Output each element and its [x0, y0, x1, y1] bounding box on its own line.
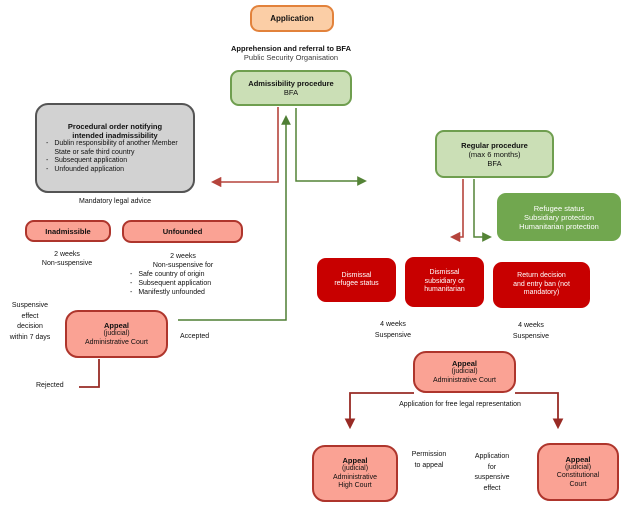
unfounded-note-line1: 2 weeks	[170, 253, 196, 260]
appeal-const-title: Appeal	[565, 454, 591, 464]
arrow-admissibility-to-procedural-order	[213, 107, 278, 182]
four-weeks-right-line1: 4 weeks	[518, 322, 544, 329]
procedural-order-title2: intended inadmissibility	[72, 131, 158, 140]
inadmissible-note-line1: 2 weeks	[54, 251, 80, 258]
inadmissible-note	[12, 250, 122, 268]
protection-line2: Subsidiary protection	[523, 212, 595, 222]
appeal-const-sub1: (judicial)	[564, 463, 592, 471]
return-decision-line3: mandatory)	[523, 289, 560, 297]
appeal-high-title: Appeal	[342, 456, 368, 466]
dismissal-subsidiary-line2: subsidiary or	[424, 277, 465, 285]
four-weeks-right-note	[498, 321, 564, 342]
dismissal-refugee-line2: refugee status	[334, 280, 379, 287]
return-decision-node	[493, 262, 590, 308]
procedural-order-bullet	[46, 166, 186, 175]
suspensive-line4: within 7 days	[9, 333, 51, 341]
inadmissible-note-line2: Non-suspensive	[41, 260, 93, 267]
return-decision-line2: and entry ban (not	[513, 280, 570, 288]
permission-to-appeal-note	[400, 450, 458, 471]
referral-line1: Apprehension and referral to BFA	[230, 44, 352, 53]
unfounded-bullet	[130, 288, 242, 297]
application-node	[250, 5, 334, 32]
accepted-label: Accepted	[180, 333, 210, 340]
suspensive-line1: Suspensive	[11, 302, 49, 309]
appeal-administrative-court-node	[65, 310, 168, 358]
permission-line1: Permission	[411, 451, 447, 458]
appeal-constitutional-court-node	[537, 443, 619, 501]
admissibility-subtitle: BFA	[283, 88, 299, 97]
bullet-text: - Manifestly unfounded	[138, 289, 205, 296]
arrow-appeal-to-high-court	[350, 393, 414, 427]
protection-line3: Humanitarian protection	[519, 221, 599, 231]
unfounded-node	[122, 220, 243, 243]
protection-status-node	[497, 193, 621, 241]
four-weeks-left-note	[357, 320, 429, 341]
unfounded-note	[120, 252, 246, 297]
dismissal-refugee-node	[317, 258, 396, 302]
unfounded-label: Unfounded	[162, 227, 203, 236]
rejected-label: Rejected	[36, 382, 64, 389]
arrow-regular-to-dismissal	[452, 179, 463, 237]
referral-text	[191, 44, 391, 62]
dismissal-refugee-line1: Dismissal	[341, 271, 372, 279]
four-weeks-left-line1: 4 weeks	[380, 321, 406, 328]
appeal2-sub2: Administrative Court	[432, 376, 497, 384]
appeal-title: Appeal	[103, 321, 129, 330]
susp-effect-line4: effect	[483, 484, 501, 492]
suspensive-line3: decision	[17, 323, 43, 330]
bullet-text: - Subsequent application	[138, 280, 212, 287]
bullet-text: - Subsequent application	[54, 157, 128, 164]
permission-line2: to appeal	[414, 461, 444, 469]
unfounded-note-bullets	[120, 270, 246, 297]
regular-sub1: (max 6 months)	[468, 149, 521, 159]
referral-line2: Public Security Organisation	[243, 53, 339, 62]
arrow-appeal-to-constitutional-court	[515, 393, 558, 427]
admissibility-procedure-node	[230, 70, 352, 106]
application-label: Application	[270, 13, 314, 23]
procedural-order-bullet	[46, 157, 186, 166]
appeal-high-sub1: (judicial)	[341, 465, 369, 473]
procedural-order-bullets	[40, 140, 190, 174]
suspensive-line2: effect	[21, 312, 39, 320]
susp-effect-line1: Application	[474, 453, 510, 460]
appeal-high-sub2: Administrative	[333, 473, 377, 481]
mandatory-legal-advice-label: Mandatory legal advice	[79, 198, 151, 205]
appeal2-title: Appeal	[451, 359, 477, 368]
appeal-high-sub3: High Court	[338, 482, 372, 490]
appeal2-sub1: (judicial)	[451, 368, 478, 375]
procedural-order-bullet	[46, 140, 186, 157]
appeal-sub1: (judicial)	[103, 330, 130, 337]
four-weeks-left-line2: Suspensive	[374, 331, 412, 339]
protection-line1: Refugee status	[533, 203, 585, 213]
bullet-text: - Dublin responsibility of another Member State or safe third country	[54, 140, 178, 156]
line-appeal-rejected	[79, 359, 99, 387]
admissibility-title: Admissibility procedure	[248, 79, 334, 88]
appeal-const-sub2: Constitutional	[556, 472, 600, 480]
suspensive-effect-note	[0, 301, 60, 343]
appeal-const-sub3: Court	[569, 480, 587, 488]
inadmissible-label: Inadmissible	[45, 226, 91, 236]
procedural-order-title1: Procedural order notifying	[67, 122, 163, 131]
dismissal-subsidiary-node	[405, 257, 484, 307]
appeal-administrative-court-2-node	[413, 351, 516, 393]
bullet-text: - Unfounded application	[54, 165, 125, 173]
arrow-admissibility-to-regular-procedure	[296, 108, 365, 181]
unfounded-note-line2: Non-suspensive for	[152, 262, 214, 269]
procedural-order-node	[35, 103, 195, 193]
unfounded-bullet	[130, 270, 242, 279]
dismissal-subsidiary-line3: humanitarian	[424, 286, 465, 294]
susp-effect-line3: suspensive	[474, 474, 510, 481]
appeal-administrative-high-court-node	[312, 445, 398, 502]
regular-procedure-node	[435, 130, 554, 178]
four-weeks-right-line2: Suspensive	[512, 332, 550, 340]
appeal-sub2: Administrative Court	[84, 338, 149, 346]
arrow-regular-to-protection	[474, 179, 490, 237]
dismissal-subsidiary-line1: Dismissal	[429, 269, 460, 277]
application-suspensive-effect-note	[463, 452, 521, 494]
inadmissible-node	[25, 220, 111, 242]
unfounded-bullet	[130, 279, 242, 288]
regular-title: Regular procedure	[461, 140, 528, 150]
susp-effect-line2: for	[487, 463, 497, 471]
free-legal-representation-label: Application for free legal representation	[399, 401, 521, 408]
regular-sub2: BFA	[487, 158, 502, 168]
return-decision-line1: Return decision	[517, 272, 566, 280]
bullet-text: - Safe country of origin	[138, 271, 205, 278]
